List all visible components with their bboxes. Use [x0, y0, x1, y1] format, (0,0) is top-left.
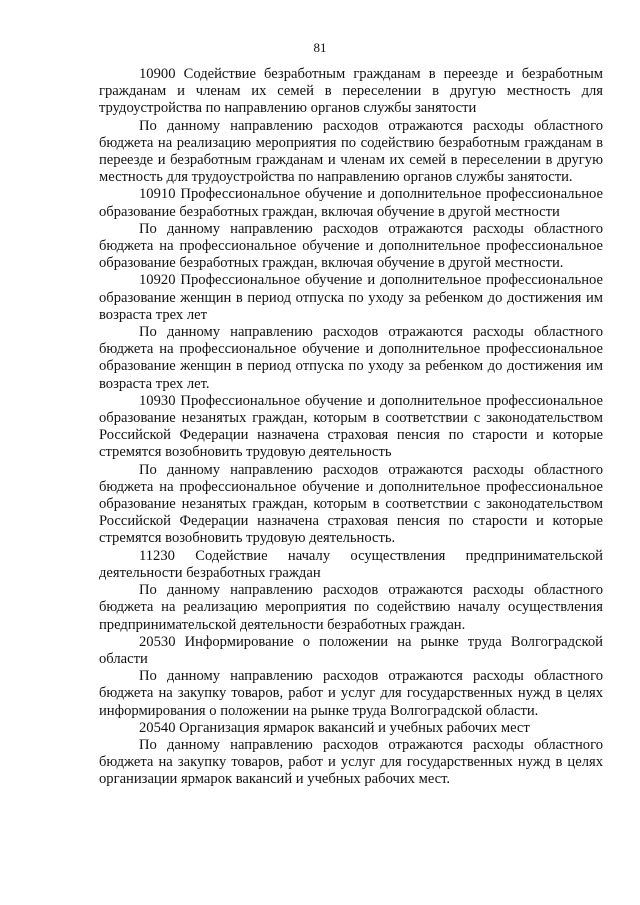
page-number: 81 — [313, 40, 327, 55]
document-body — [99, 66, 603, 789]
code-heading-20540: 20540 Организация ярмарок вакансий и учебных рабочих мест — [139, 719, 530, 736]
code-heading-11230: 11230 Содействие началу осуществления предпринимательской деятельности безработных граждан — [99, 547, 603, 581]
code-heading-10900: 10900 Содействие безработным гражданам в переезде и безработным гражданам и членам их семей в переселении в другую местность для трудоустройства по направлению органов службы занятости — [99, 66, 603, 117]
description-10900: По данному направлению расходов отражаются расходы областного бюджета на реализацию мероприятия по содействию безработным гражданам в переезде и безработным гражданам и членам их семей в переселении в другую местность для трудоустройства по направлению органов службы занятости. — [99, 117, 603, 186]
description-10910: По данному направлению расходов отражаются расходы областного бюджета на профессиональное обучение и дополнительное профессиональное образование безработных граждан, включая обучение в другой местности. — [99, 220, 603, 272]
code-heading-20530: 20530 Информирование о положении на рынке труда Волгоградской области — [99, 633, 603, 667]
description-10930: По данному направлению расходов отражаются расходы областного бюджета на профессиональное обучение и дополнительное профессиональное образование незанятых граждан, которым в соответствии с законодательством Российской Федерации назначена страховая пенсия по старости и которые стремятся возобновить трудовую деятельность. — [99, 461, 603, 547]
description-10920: По данному направлению расходов отражаются расходы областного бюджета на профессиональное обучение и дополнительное профессиональное образование женщин в период отпуска по уходу за ребенком до достижения им возраста трех лет. — [99, 324, 603, 392]
code-heading-10920: 10920 Профессиональное обучение и дополнительное профессиональное образование женщин в период отпуска по уходу за ребенком до достижения им возраста трех лет — [99, 272, 603, 323]
description-20530: По данному направлению расходов отражаются расходы областного бюджета на закупку товаров, работ и услуг для государственных нужд в целях информирования о положении на рынке труда Волгоградской области. — [99, 668, 603, 719]
description-11230: По данному направлению расходов отражаются расходы областного бюджета на реализацию мероприятия по содействию началу осуществления предпринимательской деятельности безработных граждан. — [99, 582, 603, 633]
code-heading-10910: 10910 Профессиональное обучение и дополнительное профессиональное образование безработных граждан, включая обучение в другой местности — [99, 186, 603, 220]
description-20540: По данному направлению расходов отражаются расходы областного бюджета на закупку товаров, работ и услуг для государственных нужд в целях организации ярмарок вакансий и учебных рабочих мест. — [99, 736, 603, 788]
code-heading-10930: 10930 Профессиональное обучение и дополнительное профессиональное образование незанятых граждан, которым в соответствии с законодательством Российской Федерации назначена страховая пенсия по старости и которые стремятся возобновить трудовую деятельность — [99, 392, 603, 461]
